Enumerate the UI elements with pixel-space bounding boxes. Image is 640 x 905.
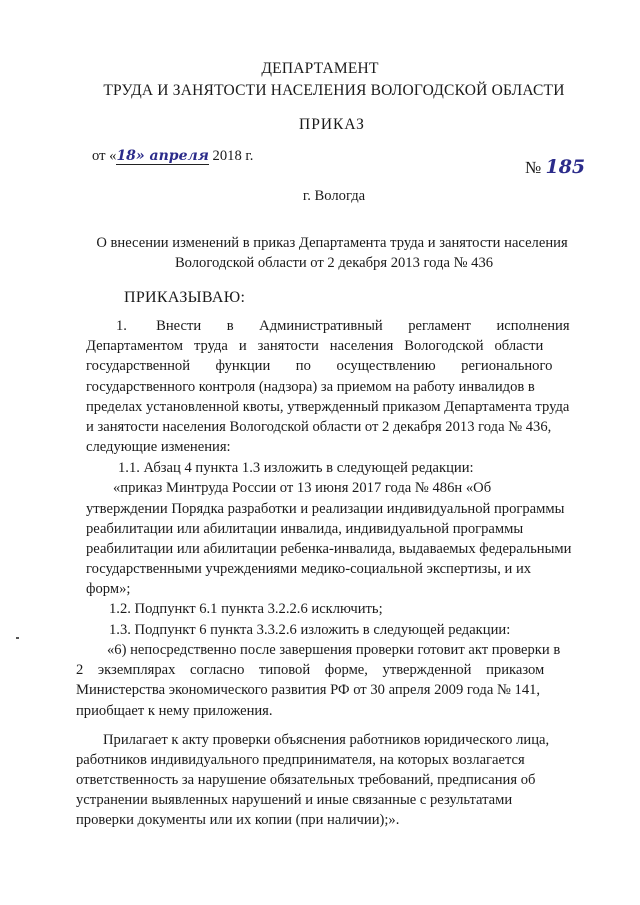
- number-sign: №: [525, 158, 542, 177]
- body-line: 1.2. Подпункт 6.1 пункта 3.2.2.6 исключить;: [109, 601, 383, 617]
- body-line: приобщает к нему приложения.: [76, 703, 273, 719]
- body-line: ответственность за нарушение обязательных требований, предписания об: [76, 772, 536, 788]
- date-prefix: от «: [92, 148, 117, 164]
- body-line: форм»;: [86, 581, 131, 597]
- department-title-line1: ДЕПАРТАМЕНТ: [261, 60, 379, 77]
- scan-artifact: [16, 637, 19, 639]
- body-line: государственной функции по осуществлению регионального: [86, 358, 553, 374]
- body-line: 1.1. Абзац 4 пункта 1.3 изложить в следующей редакции:: [118, 460, 474, 476]
- document-type: ПРИКАЗ: [299, 116, 365, 133]
- body-line: проверки документы или их копии (при наличии);».: [76, 812, 400, 828]
- body-line: устранении выявленных нарушений и иные связанные с результатами: [76, 792, 513, 808]
- number-handwritten: 185: [545, 156, 586, 178]
- body-line: реабилитации или абилитации ребенка-инвалида, выдаваемых федеральными: [86, 541, 572, 557]
- date-year: 2018 г.: [212, 148, 254, 164]
- body-line: государственными учреждениями медико-социальной экспертизы, и их: [86, 561, 532, 577]
- body-line: реабилитации или абилитации инвалида, индивидуальной программы: [86, 521, 524, 537]
- body-line: Прилагает к акту проверки объяснения работников юридического лица,: [103, 732, 550, 748]
- body-line: и занятости населения Вологодской области от 2 декабря 2013 года № 436,: [86, 419, 552, 435]
- body-line: Министерства экономического развития РФ от 30 апреля 2009 года № 141,: [76, 682, 541, 698]
- body-line: 2 экземплярах согласно типовой форме, утвержденной приказом: [76, 662, 545, 678]
- city: г. Вологда: [302, 188, 366, 204]
- department-title-line2: ТРУДА И ЗАНЯТОСТИ НАСЕЛЕНИЯ ВОЛОГОДСКОЙ ОБЛАСТИ: [103, 82, 565, 99]
- body-line: 1. Внести в Административный регламент исполнения: [116, 318, 570, 334]
- subject-line2: Вологодской области от 2 декабря 2013 года № 436: [174, 255, 494, 271]
- body-line: государственного контроля (надзора) за приемом на работу инвалидов в: [86, 379, 535, 395]
- body-line: Департаментом труда и занятости населения Вологодской области: [86, 338, 544, 354]
- subject-line1: О внесении изменений в приказ Департамента труда и занятости населения: [96, 235, 568, 251]
- body-line: пределах установленной квоты, утвержденный приказом Департамента труда: [86, 399, 570, 415]
- order-word: ПРИКАЗЫВАЮ:: [124, 289, 246, 306]
- body-line: работников индивидуального предпринимателя, на которых возлагается: [76, 752, 525, 768]
- body-line: следующие изменения:: [86, 439, 231, 455]
- body-line: утверждении Порядка разработки и реализации индивидуальной программы: [86, 501, 565, 517]
- order-number: [525, 156, 585, 178]
- order-date: [92, 146, 253, 166]
- body-line: 1.3. Подпункт 6 пункта 3.3.2.6 изложить в следующей редакции:: [109, 622, 511, 638]
- date-handwritten: 18» апреля: [116, 148, 209, 164]
- body-line: «приказ Минтруда России от 13 июня 2017 года № 486н «Об: [113, 480, 492, 496]
- body-line: «6) непосредственно после завершения проверки готовит акт проверки в: [107, 642, 561, 658]
